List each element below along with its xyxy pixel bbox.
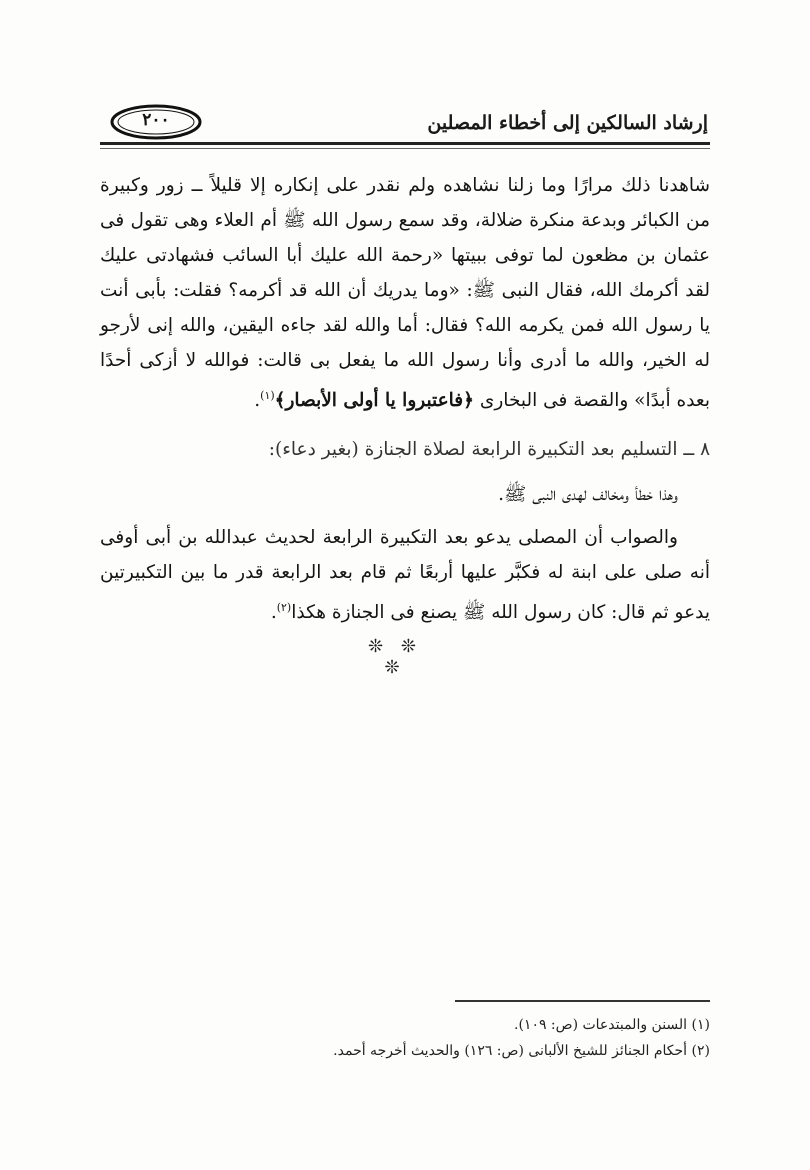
paragraph-text: والصواب أن المصلى يدعو بعد التكبيرة الرابعة لحديث عبدالله بن أبى أوفى أنه صلى على ابنة له فكبَّر عليها أربعًا ثم قام بعد الرابعة قدر ما بين التكبيرتين يدعو ثم قال: كان رسول الله ﷺ يصنع فى الجنازة هكذا bbox=[100, 527, 710, 624]
footnote-item bbox=[200, 1012, 710, 1038]
footnote-number: (١) bbox=[691, 1017, 710, 1033]
statement-paragraph bbox=[100, 477, 710, 512]
footnote-rule bbox=[455, 1000, 710, 1002]
end-period: . bbox=[254, 390, 261, 412]
page-header bbox=[100, 100, 710, 146]
paragraph-text: شاهدنا ذلك مرارًا وما زلنا نشاهده ولم نقدر على إنكاره إلا قليلاً ــ زور وكبيرة من الكبائر وبدعة منكرة ضلالة، وقد سمع رسول الله ﷺ أم العلاء وهى تقول فى عثمان بن مظعون لما توفى ببيتها «رحمة الله عليك أبا السائب فشهادتى عليك لقد أكرمك الله، فقال النبى ﷺ: «وما يدريك أن الله قد أكرمه؟ فقلت: بأبى أنت يا رسول الله فمن يكرمه الله؟ فقال: أما والله لقد جاءه اليقين، والله إنى لأرجو له الخير، والله ما أدرى وأنا رسول الله ما يفعل بى قالت: فوالله لا أزكى أحدًا بعده أبدًا» والقصة فى البخارى bbox=[100, 175, 710, 412]
section-heading: ٨ ــ التسليم بعد التكبيرة الرابعة لصلاة الجنازة (بغير دعاء): bbox=[268, 439, 710, 460]
quran-quote: ﴿فاعتبروا يا أولى الأبصار﴾ bbox=[274, 390, 474, 412]
running-title: إرشاد السالكين إلى أخطاء المصلين bbox=[427, 112, 708, 134]
statement-text: وهذا خطأ ومخالف لهدى النبى ﷺ. bbox=[498, 484, 678, 505]
main-paragraph bbox=[100, 168, 710, 418]
footnote-ref[interactable]: (١) bbox=[260, 389, 275, 402]
footnote-text: أحكام الجنائز للشيخ الألبانى (ص: ١٢٦) والحديث أخرجه أحمد. bbox=[333, 1043, 688, 1059]
page-number-badge bbox=[110, 104, 202, 140]
footnote-item bbox=[200, 1038, 710, 1064]
page-number: ٢٠٠ bbox=[142, 110, 170, 130]
header-rule-thin bbox=[100, 148, 710, 149]
footnote-text: السنن والمبتدعات (ص: ١٠٩). bbox=[514, 1017, 688, 1033]
header-rule bbox=[100, 142, 710, 145]
footnote-number: (٢) bbox=[691, 1043, 710, 1059]
footnote-ref[interactable]: (٢) bbox=[276, 601, 292, 614]
end-period: . bbox=[270, 602, 277, 624]
correct-practice-paragraph bbox=[100, 520, 710, 630]
footnotes bbox=[200, 1012, 710, 1064]
section-divider-stars: ❊ ❊ ❊ bbox=[368, 636, 422, 678]
